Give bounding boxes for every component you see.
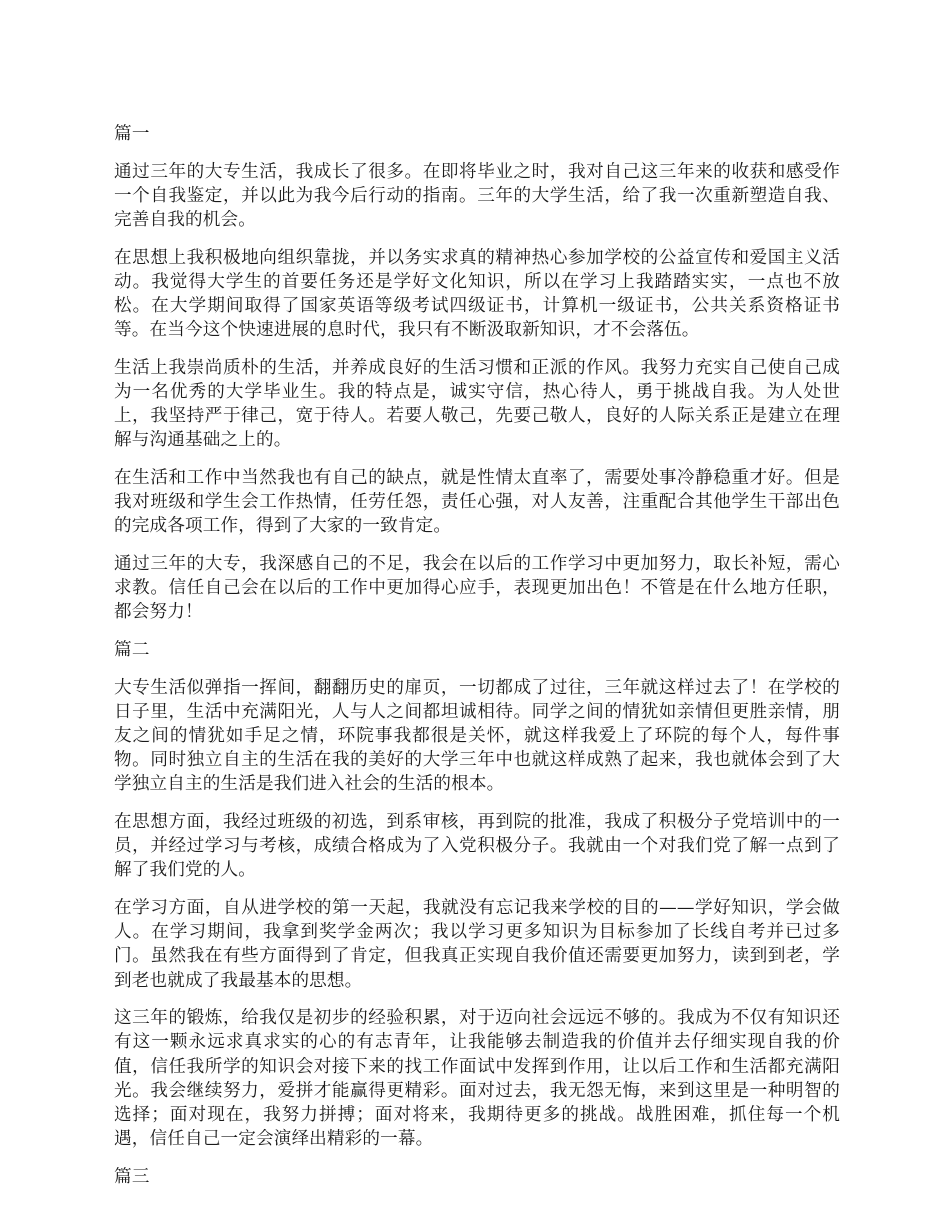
section-1	[114, 122, 840, 625]
section-2	[114, 638, 840, 1151]
paragraph: 在生活和工作中当然我也有自己的缺点，就是性情太直率了，需要处事冷静稳重才好。但是我对班级和学生会工作热情，任劳任怨，责任心强，对人友善，注重配合其他学生干部出色的完成各项工作，得到了大家的一致肯定。	[114, 468, 840, 537]
paragraph: 大专生活似弹指一挥间，翻翻历史的扉页，一切都成了过往，三年就这样过去了！在学校的日子里，生活中充满阳光，人与人之间都坦诚相待。同学之间的情犹如亲情但更胜亲情，朋友之间的情犹如手足之情，环院事我都很是关怀，就这样我爱上了环院的每个人，每件事物。同时独立自主的生活在我的美好的大学三年中也就这样成熟了起来，我也就体会到了大学独立自主的生活是我们进入社会的生活的根本。	[114, 677, 840, 795]
paragraph: 通过三年的大专生活，我成长了很多。在即将毕业之时，我对自己这三年来的收获和感受作一个自我鉴定，并以此为我今后行动的指南。三年的大学生活，给了我一次重新塑造自我、完善自我的机会。	[114, 161, 840, 230]
document-body	[114, 122, 840, 1202]
paragraph: 生活上我崇尚质朴的生活，并养成良好的生活习惯和正派的作风。我努力充实自己使自己成为一名优秀的大学毕业生。我的特点是，诚实守信，热心待人，勇于挑战自我。为人处世上，我坚持严于律己，宽于待人。若要人敬己，先要己敬人，良好的人际关系正是建立在理解与沟通基础之上的。	[114, 357, 840, 451]
section-heading: 篇三	[114, 1166, 150, 1187]
paragraph: 在思想方面，我经过班级的初选，到系审核，再到院的批准，我成了积极分子党培训中的一员，并经过学习与考核，成绩合格成为了入党积极分子。我就由一个对我们党了解一点到了解了我们党的人。	[114, 812, 840, 881]
paragraph: 通过三年的大专，我深感自己的不足，我会在以后的工作学习中更加努力，取长补短，需心求教。信任自己会在以后的工作中更加得心应手，表现更加出色！不管是在什么地方任职，都会努力！	[114, 554, 840, 623]
section-heading: 篇一	[114, 124, 150, 144]
paragraph: 在思想上我积极地向组织靠拢，并以务实求真的精神热心参加学校的公益宣传和爱国主义活动。我觉得大学生的首要任务还是学好文化知识，所以在学习上我踏踏实实，一点也不放松。在大学期间取得了国家英语等级考试四级证书，计算机一级证书，公共关系资格证书等。在当今这个快速进展的息时代，我只有不断汲取新知识，才不会落伍。	[114, 247, 840, 341]
section-3	[114, 1165, 840, 1189]
section-heading: 篇二	[114, 640, 150, 660]
paragraph: 这三年的锻炼，给我仅是初步的经验积累，对于迈向社会远远不够的。我成为不仅有知识还有这一颗永远求真求实的心的有志青年，让我能够去制造我的价值并去仔细实现自我的价值，信任我所学的知识会对接下来的找工作面试中发挥到作用，让以后工作和生活都充满阳光。我会继续努力，爱拼才能赢得更精彩。面对过去，我无怨无悔，来到这里是一种明智的选择；面对现在，我努力拼搏；面对将来，我期待更多的挑战。战胜困难，抓住每一个机遇，信任自己一定会演绎出精彩的一幕。	[114, 1008, 840, 1150]
paragraph: 在学习方面，自从进学校的第一天起，我就没有忘记我来学校的目的——学好知识，学会做人。在学习期间，我拿到奖学金两次；我以学习更多知识为目标参加了长线自考并已过多门。虽然我在有些方面得到了肯定，但我真正实现自我价值还需要更加努力，读到到老，学到老也就成了我最基本的思想。	[114, 898, 840, 991]
